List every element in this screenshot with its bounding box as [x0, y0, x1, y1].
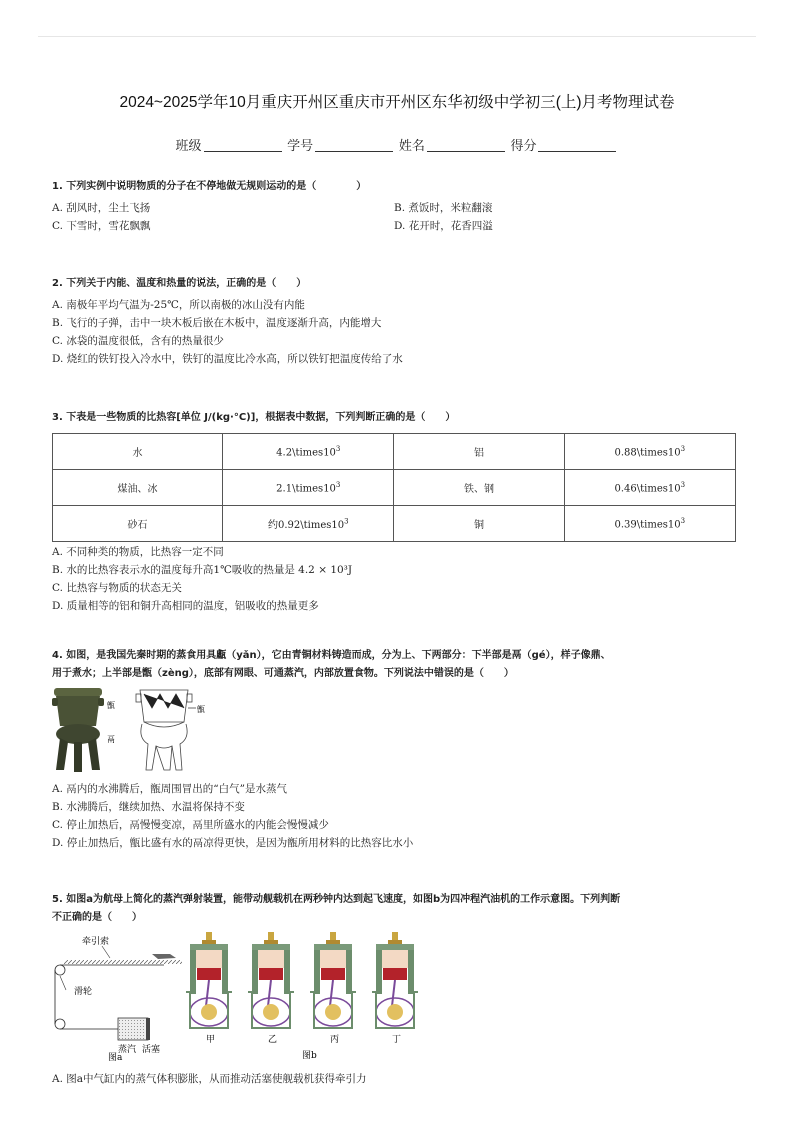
option-c[interactable]: C. 下雪时，雪花飘飘	[52, 220, 151, 232]
question-1	[52, 178, 742, 235]
specific-heat-table	[52, 433, 736, 542]
student-id-blank[interactable]	[315, 151, 393, 152]
pulley-top	[55, 965, 65, 975]
table-cell: 砂石	[53, 506, 223, 542]
yan-vessel-figure	[52, 686, 222, 774]
question-3	[52, 409, 742, 615]
class-label: 班级	[175, 138, 202, 153]
stroke-yi-diagram	[248, 932, 294, 1028]
piston-label: 活塞	[142, 1045, 161, 1055]
question-4-options	[52, 780, 742, 852]
table-row	[53, 470, 736, 506]
figure-b-caption: 图b	[302, 1051, 317, 1061]
tow-cable-label: 牵引索	[82, 937, 110, 947]
table-cell: 约$0.92\backslash times10^3$	[223, 506, 394, 542]
score-label: 得分	[510, 138, 537, 153]
question-4	[52, 647, 742, 683]
stroke-bing-label: 丙	[330, 1035, 340, 1045]
option-b[interactable]: B. 水沸腾后，继续加热、水温将保持不变	[52, 801, 245, 813]
table-cell: $0.39\backslash times10^3$	[564, 506, 735, 542]
question-stem: 3. 下表是一些物质的比热容[单位 J/(kg·°C)]，根据表中数据，下列判断正确的是（ ）	[52, 412, 456, 423]
pulley-label: 滑轮	[74, 987, 93, 997]
option-d[interactable]: D. 质量相等的铝和铜升高相同的温度，铝吸收的热量更多	[52, 600, 319, 612]
bronze-vessel-photo	[52, 688, 104, 772]
option-b[interactable]: B. 煮饭时，米粒翻滚	[394, 202, 493, 214]
option-a[interactable]: A. 鬲内的水沸腾后，甑周围冒出的“白气”是水蒸气	[52, 783, 287, 795]
option-d[interactable]: D. 花开时，花香四溢	[394, 220, 493, 232]
table-cell: 铝	[394, 434, 564, 470]
header-divider	[38, 36, 756, 37]
option-d[interactable]: D. 烧红的铁钉投入冷水中，铁钉的温度比冷水高，所以铁钉把温度传给了水	[52, 353, 403, 365]
stroke-jia-diagram	[186, 932, 232, 1028]
score-blank[interactable]	[538, 151, 616, 152]
table-cell: $0.88\backslash times10^3$	[564, 434, 735, 470]
question-stem: 2. 下列关于内能、温度和热量的说法，正确的是（ ）	[52, 278, 307, 289]
pulley-bottom	[55, 1019, 65, 1029]
li-label: 鬲	[107, 735, 115, 744]
student-info-row	[0, 135, 794, 154]
table-cell: 铁、钢	[394, 470, 564, 506]
stroke-jia-label: 甲	[206, 1035, 216, 1045]
question-stem-line-1: 4. 如图，是我国先秦时期的蒸食用具甗（yǎn），它由青铜材料铸造而成，分为上、下两部分：下半部是鬲（gé），样子像鼎、	[52, 650, 611, 661]
zeng-label-2: 甑	[197, 705, 205, 714]
table-cell: $0.46\backslash times10^3$	[564, 470, 735, 506]
question-stem-line-2: 不正确的是（ ）	[52, 912, 142, 923]
name-blank[interactable]	[427, 151, 505, 152]
aircraft-icon	[152, 954, 176, 959]
option-b[interactable]: B. 飞行的子弹，击中一块木板后嵌在木板中，温度逐渐升高，内能增大	[52, 317, 382, 329]
stroke-bing-diagram	[310, 932, 356, 1028]
option-a[interactable]: A. 南极年平均气温为-25℃，所以南极的冰山没有内能	[52, 299, 305, 311]
option-c[interactable]: C. 停止加热后，鬲慢慢变凉，鬲里所盛水的内能会慢慢减少	[52, 819, 329, 831]
steam-catapult-figure	[52, 932, 184, 1064]
steam-label: 蒸汽	[118, 1045, 137, 1055]
figure-a-caption: 图a	[108, 1053, 123, 1063]
question-5	[52, 891, 742, 927]
zeng-label: 甑	[107, 701, 115, 710]
question-2	[52, 275, 742, 368]
student-id-label: 学号	[287, 138, 314, 153]
table-cell: 煤油、冰	[53, 470, 223, 506]
table-cell: 铜	[394, 506, 564, 542]
piston	[146, 1018, 150, 1040]
option-c[interactable]: C. 比热容与物质的状态无关	[52, 582, 182, 594]
stroke-yi-label: 乙	[268, 1035, 278, 1045]
table-row	[53, 434, 736, 470]
stroke-ding-diagram	[372, 932, 418, 1028]
stroke-ding-label: 丁	[392, 1035, 402, 1045]
page-title: 2024~2025学年10月重庆开州区重庆市开州区东华初级中学初三(上)月考物理试卷	[119, 94, 675, 111]
engine-strokes-figure	[184, 930, 434, 1064]
name-label: 姓名	[398, 138, 425, 153]
table-row	[53, 506, 736, 542]
class-blank[interactable]	[204, 151, 282, 152]
question-5-options	[52, 1070, 742, 1088]
table-cell: 水	[53, 434, 223, 470]
deck	[64, 960, 182, 964]
option-a[interactable]: A. 刮风时，尘土飞扬	[52, 202, 151, 214]
option-a[interactable]: A. 图a中气缸内的蒸气体积膨胀，从而推动活塞使舰载机获得牵引力	[52, 1073, 367, 1085]
question-stem: 1. 下列实例中说明物质的分子在不停地做无规则运动的是（ ）	[52, 181, 367, 192]
vessel-line-drawing	[136, 690, 196, 770]
option-c[interactable]: C. 冰袋的温度很低，含有的热量很少	[52, 335, 224, 347]
question-stem-line-2: 用于煮水；上半部是甑（zèng），底部有网眼、可通蒸汽，内部放置食物。下列说法中错误的是（ ）	[52, 668, 514, 679]
table-cell: $4.2\backslash times10^3$	[223, 434, 394, 470]
option-a[interactable]: A. 不同种类的物质，比热容一定不同	[52, 546, 224, 558]
option-b[interactable]: B. 水的比热容表示水的温度每升高1℃吸收的热量是 4.2 × 10³J	[52, 564, 353, 576]
table-cell: $2.1\backslash times10^3$	[223, 470, 394, 506]
option-d[interactable]: D. 停止加热后，甑比盛有水的鬲凉得更快，是因为甑所用材料的比热容比水小	[52, 837, 414, 849]
question-stem-line-1: 5. 如图a为航母上简化的蒸汽弹射装置，能带动舰载机在两秒钟内达到起飞速度，如图b为四冲程汽油机的工作示意图。下列判断	[52, 894, 621, 905]
